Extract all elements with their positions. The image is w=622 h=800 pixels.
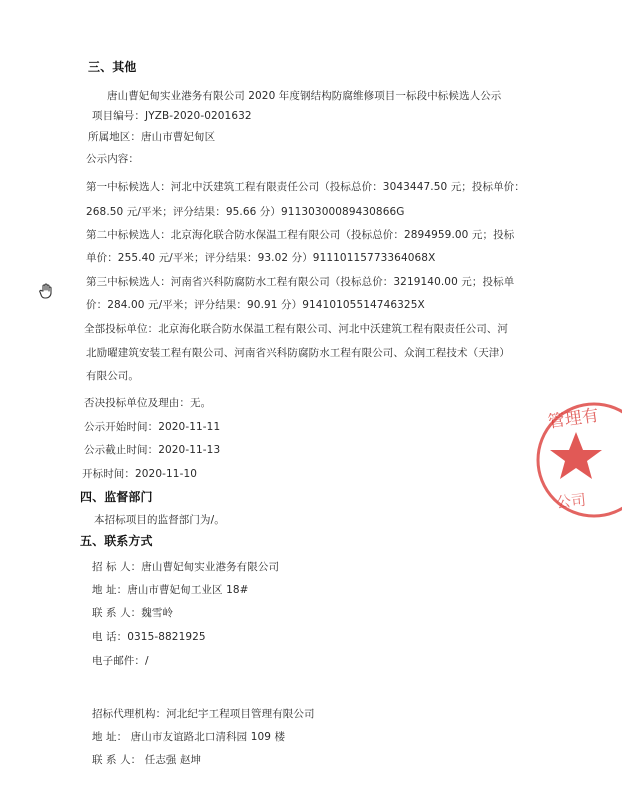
agency-contact-person: 联 系 人： 任志强 赵坤 <box>92 754 202 766</box>
region: 所属地区：唐山市曹妃甸区 <box>88 131 216 143</box>
all-bidders-line-3: 有限公司。 <box>86 370 139 382</box>
notice-title: 唐山曹妃甸实业港务有限公司 2020 年度钢结构防腐维修项目一标段中标候选人公示 <box>107 90 502 102</box>
content-label: 公示内容： <box>86 153 139 165</box>
svg-text:管理有: 管理有 <box>546 405 601 433</box>
candidate-1-line-2: 268.50 元/平米；评分结果：95.66 分）91130300089430866G <box>86 206 405 218</box>
publicity-end: 公示截止时间：2020-11-13 <box>84 444 221 456</box>
bid-open-time: 开标时间：2020-11-10 <box>82 468 198 480</box>
publicity-start: 公示开始时间：2020-11-11 <box>84 421 221 433</box>
tenderer-phone: 电 话：0315-8821925 <box>92 631 206 643</box>
all-bidders-line-1: 全部投标单位：北京海化联合防水保温工程有限公司、河北中沃建筑工程有限责任公司、河 <box>84 323 508 335</box>
candidate-2-line-2: 单价：255.40 元/平米；评分结果：93.02 分）91110115773364068X <box>86 252 436 264</box>
section-4-title: 四、监督部门 <box>80 490 153 504</box>
company-seal-stamp <box>534 392 622 532</box>
tenderer-contact-person: 联 系 人：魏雪岭 <box>92 607 174 619</box>
supervision-text: 本招标项目的监督部门为/。 <box>94 514 225 526</box>
rejected-bidders: 否决投标单位及理由：无。 <box>84 397 212 409</box>
tenderer: 招 标 人：唐山曹妃甸实业港务有限公司 <box>92 561 280 573</box>
agency-address: 地 址： 唐山市友谊路北口清科园 109 楼 <box>92 731 286 743</box>
agency-name: 招标代理机构：河北纪宇工程项目管理有限公司 <box>92 708 315 720</box>
project-number: 项目编号：JYZB-2020-0201632 <box>92 110 252 122</box>
candidate-3-line-1: 第三中标候选人：河南省兴科防腐防水工程有限公司（投标总价：3219140.00 元；投标单 <box>86 276 515 288</box>
all-bidders-line-2: 北励曜建筑安装工程有限公司、河南省兴科防腐防水工程有限公司、众润工程技术（天津） <box>86 347 510 359</box>
svg-text:公司: 公司 <box>555 490 587 512</box>
section-3-title: 三、其他 <box>88 60 137 74</box>
tenderer-email: 电子邮件：/ <box>92 655 149 667</box>
section-5-title: 五、联系方式 <box>80 534 153 548</box>
candidate-3-line-2: 价：284.00 元/平米；评分结果：90.91 分）91410105514746325X <box>86 299 425 311</box>
hand-cursor-icon <box>38 282 56 300</box>
candidate-2-line-1: 第二中标候选人：北京海化联合防水保温工程有限公司（投标总价：2894959.00 元；投标 <box>86 229 515 241</box>
candidate-1-line-1: 第一中标候选人：河北中沃建筑工程有限责任公司（投标总价：3043447.50 元；投标单价： <box>86 181 525 193</box>
tenderer-address: 地 址：唐山市曹妃甸工业区 18# <box>92 584 249 596</box>
